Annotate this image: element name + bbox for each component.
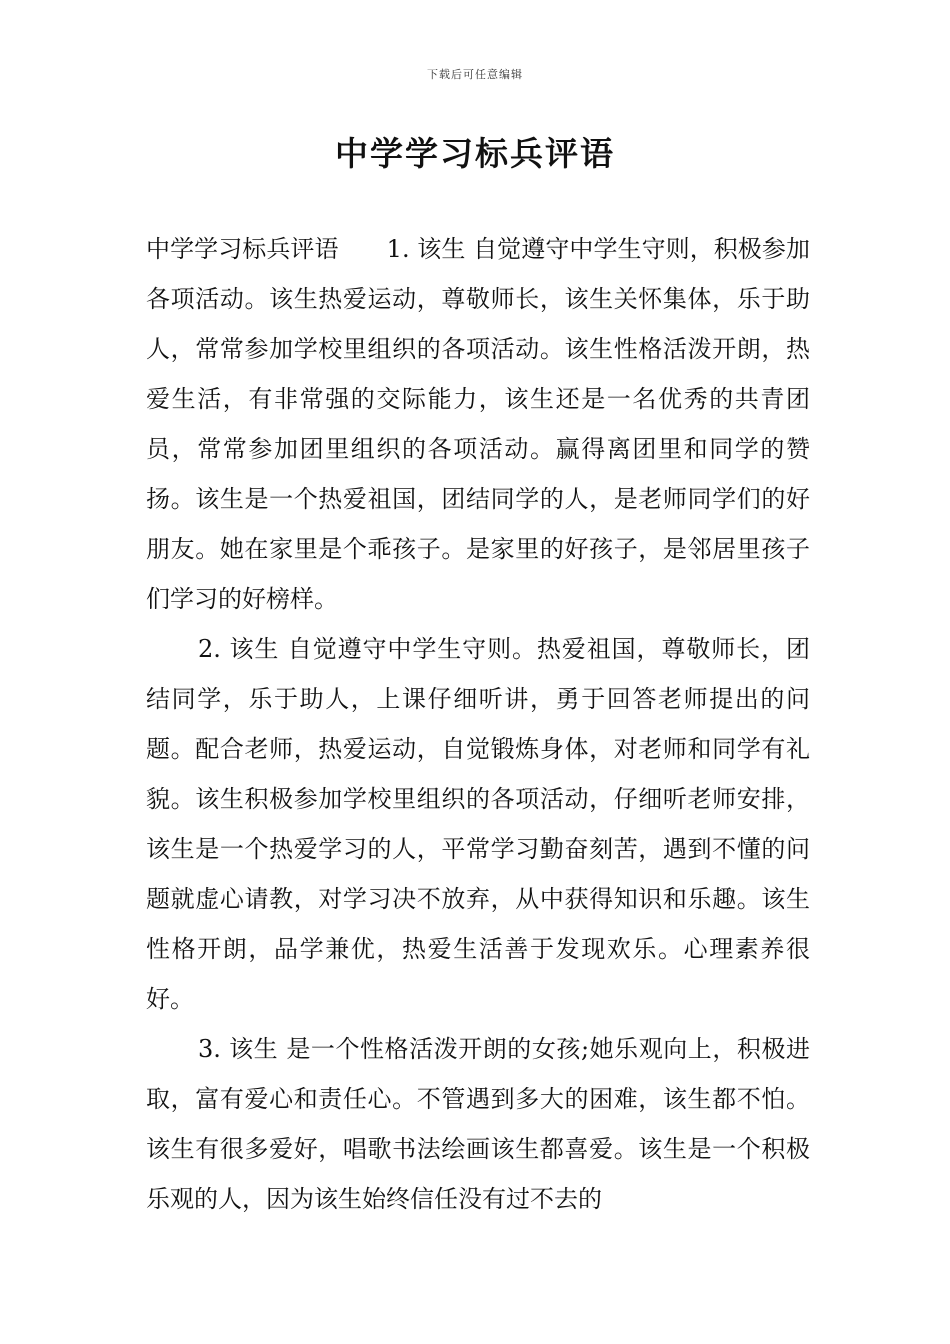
paragraph-1: 中学学习标兵评语 1. 该生 自觉遵守中学生守则，积极参加各项活动。该生热爱运动，尊敬师长，该生关怀集体，乐于助人，常常参加学校里组织的各项活动。该生性格活泼开朗，热爱生活，有非常强的交际能力，该生还是一名优秀的共青团员，常常参加团里组织的各项活动。赢得离团里和同学的赞扬。该生是一个热爱祖国，团结同学的人，是老师同学们的好朋友。她在家里是个乖孩子。是家里的好孩子，是邻居里孩子们学习的好榜样。: [146, 235, 810, 613]
paragraph-3: 3. 该生 是一个性格活泼开朗的女孩;她乐观向上，积极进取，富有爱心和责任心。不管遇到多大的困难，该生都不怕。该生有很多爱好，唱歌书法绘画该生都喜爱。该生是一个积极乐观的人，因为该生始终信任没有过不去的: [146, 1035, 810, 1213]
document-body: [146, 224, 810, 1224]
document-title: 中学学习标兵评语: [335, 134, 615, 173]
paragraph-2: 2. 该生 自觉遵守中学生守则。热爱祖国，尊敬师长，团结同学，乐于助人，上课仔细听讲，勇于回答老师提出的问题。配合老师，热爱运动，自觉锻炼身体，对老师和同学有礼貌。该生积极参加学校里组织的各项活动，仔细听老师安排，该生是一个热爱学习的人，平常学习勤奋刻苦，遇到不懂的问题就虚心请教，对学习决不放弃，从中获得知识和乐趣。该生性格开朗，品学兼优，热爱生活善于发现欢乐。心理素养很好。: [146, 635, 810, 1013]
header-note: 下载后可任意编辑: [427, 68, 523, 81]
